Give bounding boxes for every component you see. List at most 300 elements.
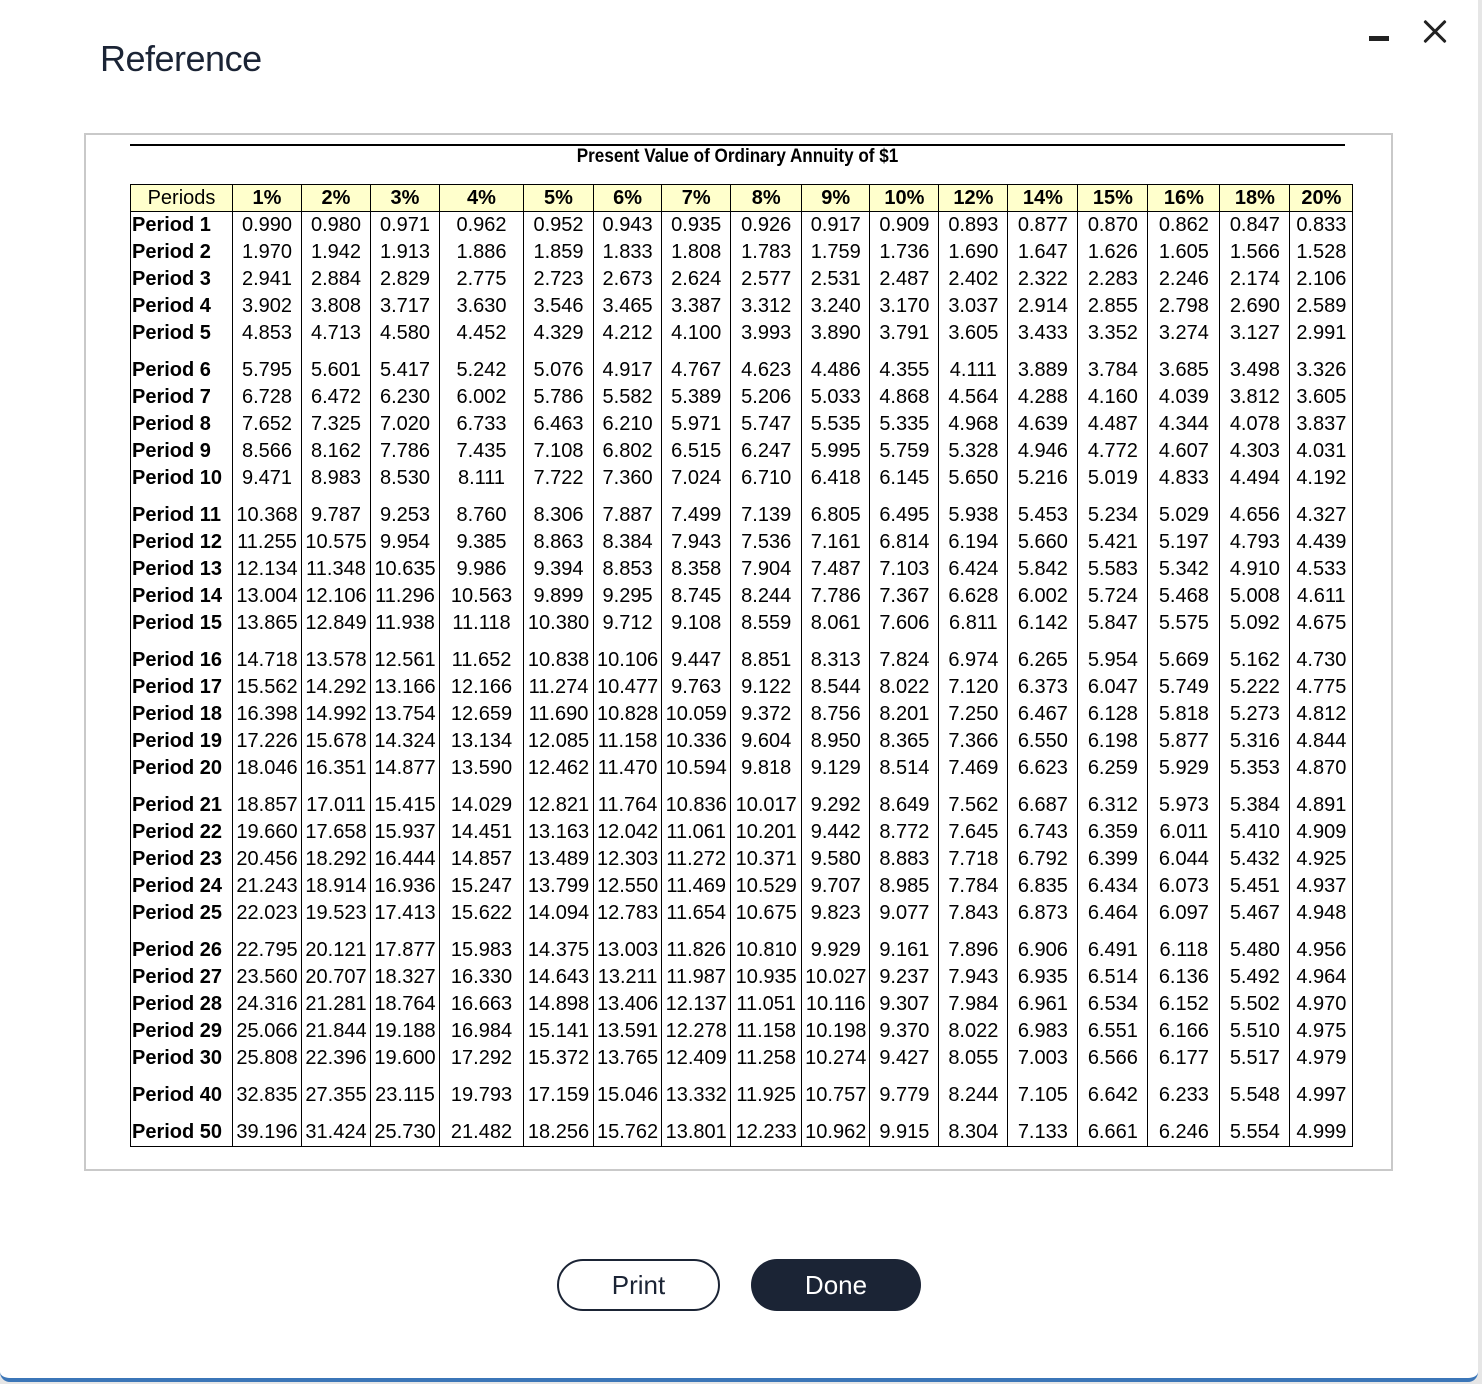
- table-cell: 10.529: [731, 873, 802, 900]
- table-cell: 9.954: [371, 529, 440, 556]
- table-cell: 8.566: [233, 438, 302, 465]
- period-label: Period 18: [131, 701, 233, 728]
- table-cell: 19.600: [371, 1045, 440, 1072]
- table-cell: 9.372: [731, 701, 802, 728]
- period-label: Period 30: [131, 1045, 233, 1072]
- table-cell: 8.061: [802, 610, 870, 637]
- table-cell: 12.561: [371, 637, 440, 674]
- table-cell: 6.434: [1078, 873, 1148, 900]
- table-row: [131, 701, 1353, 728]
- table-row: [131, 1109, 1353, 1147]
- table-cell: 0.893: [939, 212, 1008, 240]
- table-cell: 10.635: [371, 556, 440, 583]
- table-cell: 16.444: [371, 846, 440, 873]
- table-cell: 16.984: [440, 1018, 524, 1045]
- table-cell: 8.358: [662, 556, 731, 583]
- table-cell: 8.544: [802, 674, 870, 701]
- table-cell: 7.784: [939, 873, 1008, 900]
- table-cell: 7.887: [594, 492, 662, 529]
- table-row: [131, 465, 1353, 492]
- table-cell: 11.348: [302, 556, 371, 583]
- table-cell: 24.316: [233, 991, 302, 1018]
- table-cell: 10.198: [802, 1018, 870, 1045]
- table-cell: 9.899: [524, 583, 594, 610]
- table-cell: 4.917: [594, 347, 662, 384]
- rate-header: 14%: [1008, 185, 1078, 212]
- table-cell: 14.451: [440, 819, 524, 846]
- table-cell: 8.365: [870, 728, 939, 755]
- table-cell: 4.925: [1290, 846, 1353, 873]
- table-cell: 11.938: [371, 610, 440, 637]
- table-row: [131, 782, 1353, 819]
- table-cell: 10.563: [440, 583, 524, 610]
- table-cell: 2.402: [939, 266, 1008, 293]
- table-row: [131, 610, 1353, 637]
- table-cell: 5.492: [1220, 964, 1290, 991]
- table-cell: 10.757: [802, 1072, 870, 1109]
- table-cell: 8.745: [662, 583, 731, 610]
- table-cell: 6.464: [1078, 900, 1148, 927]
- table-cell: 4.979: [1290, 1045, 1353, 1072]
- table-cell: 7.133: [1008, 1109, 1078, 1147]
- table-cell: 13.801: [662, 1109, 731, 1147]
- table-cell: 11.272: [662, 846, 731, 873]
- table-cell: 5.517: [1220, 1045, 1290, 1072]
- period-label: Period 27: [131, 964, 233, 991]
- table-cell: 20.456: [233, 846, 302, 873]
- table-cell: 11.826: [662, 927, 731, 964]
- table-cell: 5.724: [1078, 583, 1148, 610]
- table-cell: 5.554: [1220, 1109, 1290, 1147]
- table-cell: 0.862: [1148, 212, 1220, 240]
- table-cell: 15.141: [524, 1018, 594, 1045]
- table-cell: 3.240: [802, 293, 870, 320]
- table-cell: 6.835: [1008, 873, 1078, 900]
- period-label: Period 17: [131, 674, 233, 701]
- table-cell: 5.467: [1220, 900, 1290, 927]
- table-cell: 4.775: [1290, 674, 1353, 701]
- table-cell: 2.531: [802, 266, 870, 293]
- table-cell: 5.384: [1220, 782, 1290, 819]
- table-cell: 7.366: [939, 728, 1008, 755]
- table-cell: 14.292: [302, 674, 371, 701]
- table-cell: 7.105: [1008, 1072, 1078, 1109]
- table-cell: 11.925: [731, 1072, 802, 1109]
- table-cell: 14.718: [233, 637, 302, 674]
- table-cell: 13.163: [524, 819, 594, 846]
- table-cell: 18.292: [302, 846, 371, 873]
- table-cell: 3.498: [1220, 347, 1290, 384]
- table-cell: 1.528: [1290, 239, 1353, 266]
- table-cell: 9.292: [802, 782, 870, 819]
- table-cell: 15.937: [371, 819, 440, 846]
- table-cell: 8.863: [524, 529, 594, 556]
- table-cell: 9.779: [870, 1072, 939, 1109]
- table-cell: 5.468: [1148, 583, 1220, 610]
- table-cell: 4.160: [1078, 384, 1148, 411]
- table-cell: 7.536: [731, 529, 802, 556]
- table-cell: 16.351: [302, 755, 371, 782]
- table-cell: 2.723: [524, 266, 594, 293]
- table-cell: 6.002: [1008, 583, 1078, 610]
- table-cell: 6.491: [1078, 927, 1148, 964]
- table-cell: 2.673: [594, 266, 662, 293]
- table-cell: 5.548: [1220, 1072, 1290, 1109]
- table-cell: 5.222: [1220, 674, 1290, 701]
- table-cell: 22.795: [233, 927, 302, 964]
- table-cell: 2.991: [1290, 320, 1353, 347]
- table-cell: 4.031: [1290, 438, 1353, 465]
- table-cell: 14.877: [371, 755, 440, 782]
- table-cell: 5.938: [939, 492, 1008, 529]
- table-cell: 17.011: [302, 782, 371, 819]
- table-cell: 1.942: [302, 239, 371, 266]
- table-cell: 14.375: [524, 927, 594, 964]
- table-cell: 4.772: [1078, 438, 1148, 465]
- table-cell: 5.389: [662, 384, 731, 411]
- table-cell: 17.292: [440, 1045, 524, 1072]
- table-cell: 2.798: [1148, 293, 1220, 320]
- table-cell: 2.322: [1008, 266, 1078, 293]
- table-cell: 6.566: [1078, 1045, 1148, 1072]
- table-row: [131, 212, 1353, 240]
- table-cell: 5.535: [802, 411, 870, 438]
- rate-header: 3%: [371, 185, 440, 212]
- table-row: [131, 637, 1353, 674]
- table-cell: 3.784: [1078, 347, 1148, 384]
- table-cell: 4.623: [731, 347, 802, 384]
- table-cell: 5.008: [1220, 583, 1290, 610]
- table-cell: 23.115: [371, 1072, 440, 1109]
- table-cell: 6.983: [1008, 1018, 1078, 1045]
- table-cell: 5.033: [802, 384, 870, 411]
- table-cell: 5.342: [1148, 556, 1220, 583]
- table-cell: 8.201: [870, 701, 939, 728]
- table-cell: 5.216: [1008, 465, 1078, 492]
- print-button[interactable]: Print: [557, 1259, 720, 1311]
- table-cell: 12.783: [594, 900, 662, 927]
- table-cell: 19.793: [440, 1072, 524, 1109]
- table-cell: 11.987: [662, 964, 731, 991]
- table-cell: 9.253: [371, 492, 440, 529]
- table-cell: 8.055: [939, 1045, 1008, 1072]
- table-cell: 7.360: [594, 465, 662, 492]
- table-cell: 2.174: [1220, 266, 1290, 293]
- period-label: Period 16: [131, 637, 233, 674]
- table-cell: 15.562: [233, 674, 302, 701]
- table-cell: 15.046: [594, 1072, 662, 1109]
- table-cell: 7.652: [233, 411, 302, 438]
- table-cell: 8.514: [870, 755, 939, 782]
- table-cell: 17.159: [524, 1072, 594, 1109]
- table-cell: 2.855: [1078, 293, 1148, 320]
- table-cell: 4.100: [662, 320, 731, 347]
- table-cell: 6.312: [1078, 782, 1148, 819]
- table-row: [131, 293, 1353, 320]
- table-cell: 14.643: [524, 964, 594, 991]
- table-cell: 2.577: [731, 266, 802, 293]
- table-cell: 1.605: [1148, 239, 1220, 266]
- table-cell: 9.580: [802, 846, 870, 873]
- table-cell: 6.642: [1078, 1072, 1148, 1109]
- table-cell: 6.495: [870, 492, 939, 529]
- table-row: [131, 1018, 1353, 1045]
- table-cell: 1.736: [870, 239, 939, 266]
- table-cell: 4.439: [1290, 529, 1353, 556]
- table-cell: 6.733: [440, 411, 524, 438]
- close-icon[interactable]: [1418, 14, 1454, 50]
- table-cell: 2.624: [662, 266, 731, 293]
- table-cell: 7.003: [1008, 1045, 1078, 1072]
- table-cell: 3.170: [870, 293, 939, 320]
- table-cell: 5.582: [594, 384, 662, 411]
- period-label: Period 1: [131, 212, 233, 240]
- table-row: [131, 755, 1353, 782]
- table-cell: 12.659: [440, 701, 524, 728]
- table-cell: 5.818: [1148, 701, 1220, 728]
- table-cell: 4.078: [1220, 411, 1290, 438]
- table-cell: 11.690: [524, 701, 594, 728]
- table-cell: 4.999: [1290, 1109, 1353, 1147]
- rate-header: 12%: [939, 185, 1008, 212]
- table-cell: 2.941: [233, 266, 302, 293]
- table-cell: 6.424: [939, 556, 1008, 583]
- table-cell: 7.325: [302, 411, 371, 438]
- table-cell: 8.772: [870, 819, 939, 846]
- table-cell: 12.166: [440, 674, 524, 701]
- table-cell: 3.274: [1148, 320, 1220, 347]
- table-cell: 25.730: [371, 1109, 440, 1147]
- table-cell: 4.533: [1290, 556, 1353, 583]
- table-cell: 7.645: [939, 819, 1008, 846]
- table-cell: 14.857: [440, 846, 524, 873]
- table-cell: 13.166: [371, 674, 440, 701]
- rate-header: 16%: [1148, 185, 1220, 212]
- table-cell: 4.937: [1290, 873, 1353, 900]
- table-cell: 6.246: [1148, 1109, 1220, 1147]
- table-cell: 2.884: [302, 266, 371, 293]
- table-cell: 8.756: [802, 701, 870, 728]
- table-cell: 5.583: [1078, 556, 1148, 583]
- rate-header: 6%: [594, 185, 662, 212]
- table-cell: 8.985: [870, 873, 939, 900]
- table-cell: 0.870: [1078, 212, 1148, 240]
- table-cell: 7.435: [440, 438, 524, 465]
- table-cell: 6.802: [594, 438, 662, 465]
- table-cell: 0.877: [1008, 212, 1078, 240]
- table-cell: 15.622: [440, 900, 524, 927]
- table-cell: 10.836: [662, 782, 731, 819]
- table-cell: 6.792: [1008, 846, 1078, 873]
- table-cell: 4.870: [1290, 755, 1353, 782]
- table-cell: 12.278: [662, 1018, 731, 1045]
- table-cell: 13.765: [594, 1045, 662, 1072]
- table-cell: 0.990: [233, 212, 302, 240]
- period-label: Period 6: [131, 347, 233, 384]
- table-cell: 7.722: [524, 465, 594, 492]
- table-cell: 7.984: [939, 991, 1008, 1018]
- table-cell: 5.971: [662, 411, 731, 438]
- table-cell: 5.847: [1078, 610, 1148, 637]
- table-cell: 8.853: [594, 556, 662, 583]
- table-cell: 2.914: [1008, 293, 1078, 320]
- table-cell: 6.011: [1148, 819, 1220, 846]
- table-cell: 6.961: [1008, 991, 1078, 1018]
- rate-header: 1%: [233, 185, 302, 212]
- table-cell: 13.003: [594, 927, 662, 964]
- table-cell: 3.902: [233, 293, 302, 320]
- table-cell: 2.246: [1148, 266, 1220, 293]
- done-button[interactable]: Done: [751, 1259, 921, 1311]
- table-cell: 2.775: [440, 266, 524, 293]
- table-cell: 6.047: [1078, 674, 1148, 701]
- table-cell: 15.372: [524, 1045, 594, 1072]
- table-cell: 16.936: [371, 873, 440, 900]
- table-cell: 17.658: [302, 819, 371, 846]
- table-cell: 7.103: [870, 556, 939, 583]
- table-cell: 5.019: [1078, 465, 1148, 492]
- table-cell: 6.198: [1078, 728, 1148, 755]
- table-cell: 5.076: [524, 347, 594, 384]
- table-cell: 18.256: [524, 1109, 594, 1147]
- table-cell: 4.564: [939, 384, 1008, 411]
- table-cell: 10.106: [594, 637, 662, 674]
- table-cell: 9.427: [870, 1045, 939, 1072]
- table-cell: 1.913: [371, 239, 440, 266]
- table-cell: 5.029: [1148, 492, 1220, 529]
- period-label: Period 24: [131, 873, 233, 900]
- table-cell: 16.663: [440, 991, 524, 1018]
- minimize-icon[interactable]: [1367, 14, 1393, 50]
- table-row: [131, 900, 1353, 927]
- table-cell: 10.675: [731, 900, 802, 927]
- table-cell: 7.843: [939, 900, 1008, 927]
- period-label: Period 11: [131, 492, 233, 529]
- table-cell: 5.502: [1220, 991, 1290, 1018]
- rate-header: 10%: [870, 185, 939, 212]
- period-label: Period 2: [131, 239, 233, 266]
- table-cell: 4.344: [1148, 411, 1220, 438]
- table-cell: 5.451: [1220, 873, 1290, 900]
- table-cell: 1.626: [1078, 239, 1148, 266]
- table-cell: 6.628: [939, 583, 1008, 610]
- table-cell: 2.690: [1220, 293, 1290, 320]
- table-cell: 4.639: [1008, 411, 1078, 438]
- table-cell: 3.387: [662, 293, 731, 320]
- table-cell: 7.718: [939, 846, 1008, 873]
- table-cell: 5.795: [233, 347, 302, 384]
- period-label: Period 20: [131, 755, 233, 782]
- table-cell: 5.669: [1148, 637, 1220, 674]
- table-row: [131, 347, 1353, 384]
- table-cell: 3.465: [594, 293, 662, 320]
- table-cell: 13.799: [524, 873, 594, 900]
- table-cell: 7.786: [371, 438, 440, 465]
- table-cell: 6.128: [1078, 701, 1148, 728]
- table-cell: 6.247: [731, 438, 802, 465]
- table-cell: 11.158: [594, 728, 662, 755]
- table-cell: 11.764: [594, 782, 662, 819]
- table-cell: 4.730: [1290, 637, 1353, 674]
- table-row: [131, 239, 1353, 266]
- table-cell: 6.373: [1008, 674, 1078, 701]
- table-cell: 9.471: [233, 465, 302, 492]
- table-cell: 4.970: [1290, 991, 1353, 1018]
- table-cell: 11.158: [731, 1018, 802, 1045]
- period-label: Period 13: [131, 556, 233, 583]
- period-label: Period 21: [131, 782, 233, 819]
- table-cell: 6.805: [802, 492, 870, 529]
- table-cell: 6.873: [1008, 900, 1078, 927]
- table-cell: 7.499: [662, 492, 731, 529]
- table-cell: 12.409: [662, 1045, 731, 1072]
- table-cell: 13.332: [662, 1072, 731, 1109]
- table-cell: 12.849: [302, 610, 371, 637]
- table-cell: 7.020: [371, 411, 440, 438]
- table-cell: 39.196: [233, 1109, 302, 1147]
- table-cell: 4.355: [870, 347, 939, 384]
- table-cell: 8.384: [594, 529, 662, 556]
- table-cell: 4.767: [662, 347, 731, 384]
- period-label: Period 19: [131, 728, 233, 755]
- table-cell: 1.647: [1008, 239, 1078, 266]
- period-label: Period 7: [131, 384, 233, 411]
- table-cell: 13.590: [440, 755, 524, 782]
- table-cell: 6.463: [524, 411, 594, 438]
- table-cell: 10.935: [731, 964, 802, 991]
- table-cell: 14.029: [440, 782, 524, 819]
- table-cell: 6.044: [1148, 846, 1220, 873]
- table-cell: 5.335: [870, 411, 939, 438]
- table-cell: 4.327: [1290, 492, 1353, 529]
- table-cell: 1.886: [440, 239, 524, 266]
- table-cell: 6.661: [1078, 1109, 1148, 1147]
- table-cell: 5.092: [1220, 610, 1290, 637]
- table-cell: 3.791: [870, 320, 939, 347]
- table-row: [131, 529, 1353, 556]
- table-cell: 15.762: [594, 1109, 662, 1147]
- table-cell: 0.909: [870, 212, 939, 240]
- table-cell: 5.650: [939, 465, 1008, 492]
- table-cell: 6.359: [1078, 819, 1148, 846]
- table-row: [131, 991, 1353, 1018]
- table-cell: 8.162: [302, 438, 371, 465]
- table-cell: 5.973: [1148, 782, 1220, 819]
- table-cell: 10.027: [802, 964, 870, 991]
- table-cell: 11.258: [731, 1045, 802, 1072]
- table-cell: 10.828: [594, 701, 662, 728]
- table-cell: 3.605: [1290, 384, 1353, 411]
- table-cell: 3.352: [1078, 320, 1148, 347]
- table-cell: 7.367: [870, 583, 939, 610]
- table-cell: 13.004: [233, 583, 302, 610]
- table-cell: 8.649: [870, 782, 939, 819]
- period-label: Period 25: [131, 900, 233, 927]
- table-cell: 6.210: [594, 411, 662, 438]
- table-cell: 5.206: [731, 384, 802, 411]
- table-cell: 5.242: [440, 347, 524, 384]
- table-cell: 10.594: [662, 755, 731, 782]
- table-cell: 4.812: [1290, 701, 1353, 728]
- period-label: Period 50: [131, 1109, 233, 1147]
- table-cell: 5.842: [1008, 556, 1078, 583]
- table-cell: 5.749: [1148, 674, 1220, 701]
- table-cell: 1.859: [524, 239, 594, 266]
- table-title: Present Value of Ordinary Annuity of $1: [576, 146, 899, 167]
- table-cell: 5.421: [1078, 529, 1148, 556]
- table-cell: 10.201: [731, 819, 802, 846]
- table-row: [131, 674, 1353, 701]
